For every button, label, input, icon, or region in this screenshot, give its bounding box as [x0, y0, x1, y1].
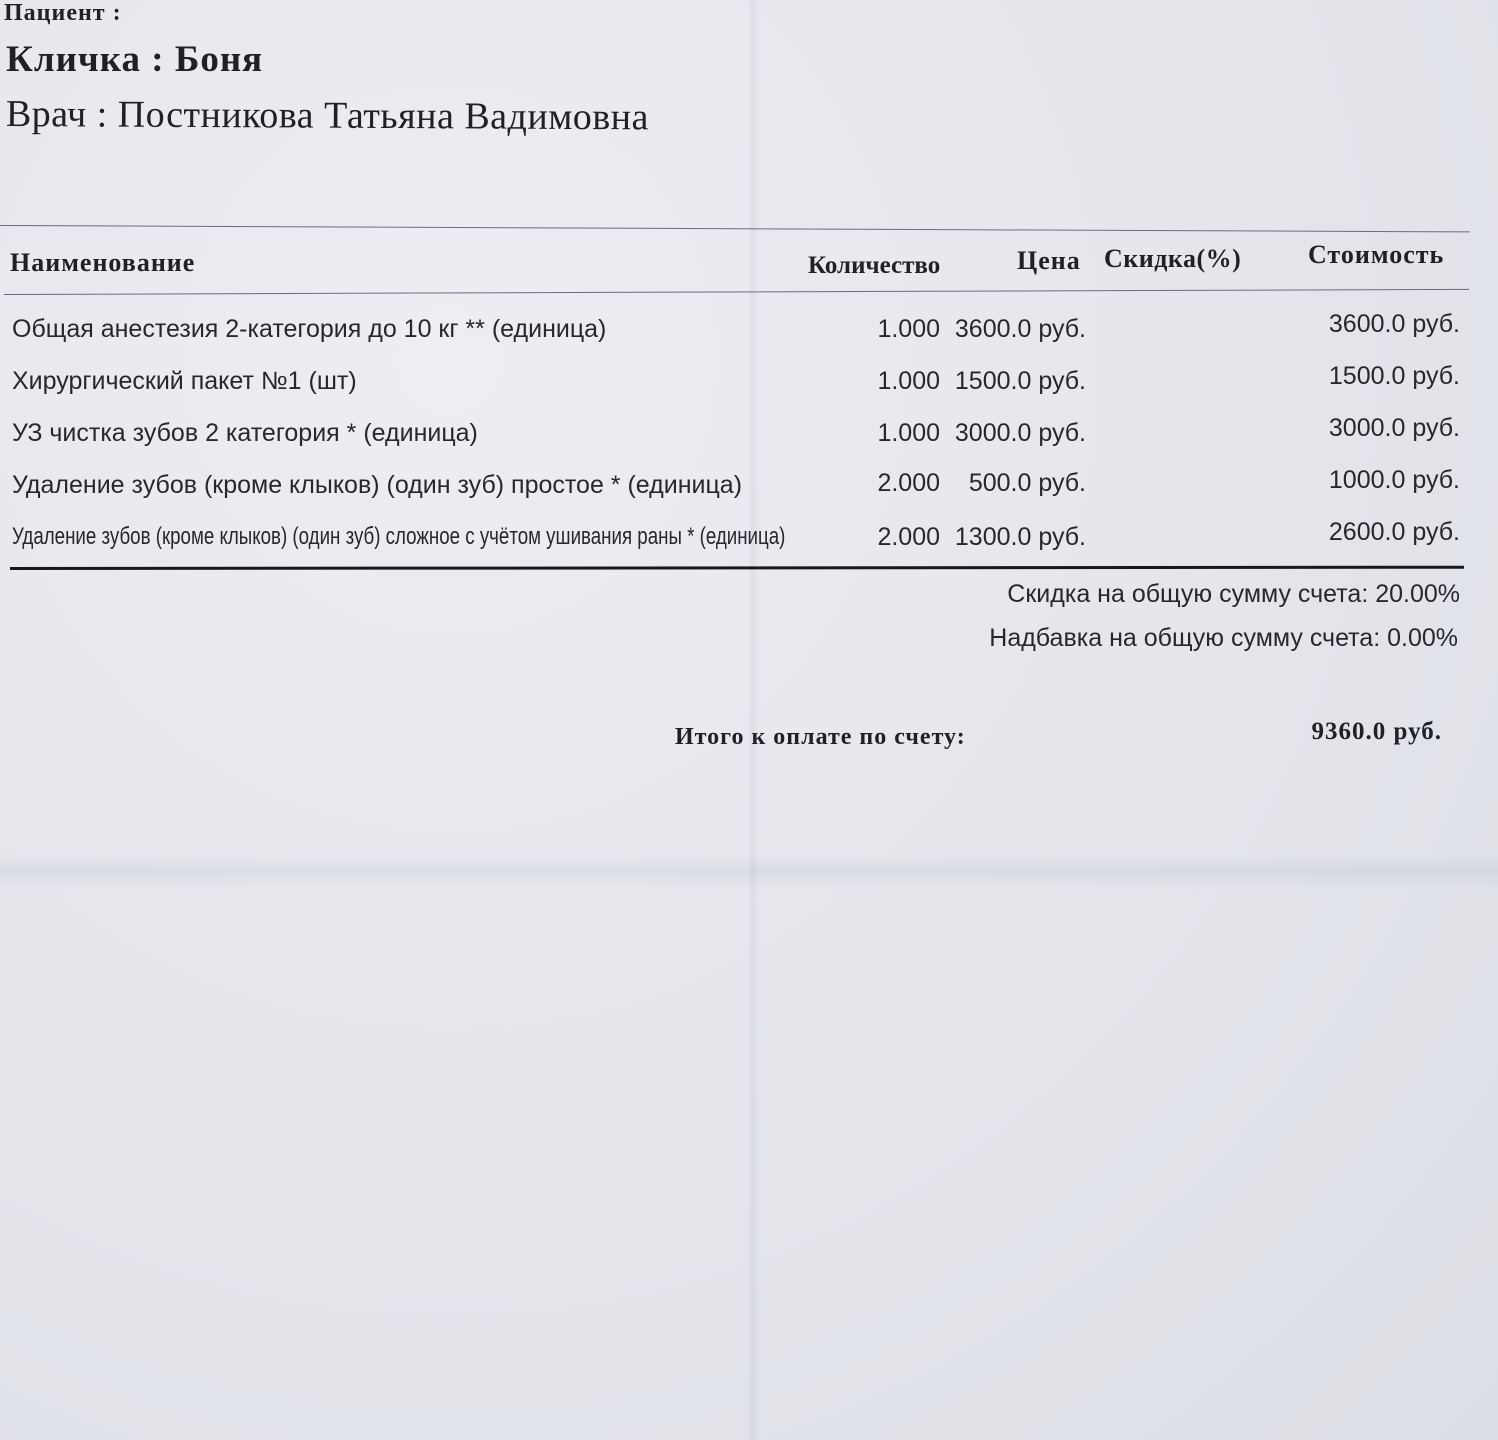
- column-header-cost: Стоимость: [1308, 240, 1445, 269]
- row-quantity: 2.000: [877, 523, 940, 551]
- pet-nickname: Кличка : Боня: [6, 39, 264, 80]
- total-discount: Скидка на общую сумму счета: 20.00%: [1007, 580, 1460, 608]
- table-row: [0, 414, 1498, 459]
- column-header-quantity: Количество: [808, 252, 941, 279]
- table-row: [0, 362, 1498, 407]
- row-name: УЗ чистка зубов 2 категория * (единица): [12, 419, 478, 447]
- row-name: Удаление зубов (кроме клыков) (один зуб) сложное с учётом ушивания раны * (единица): [12, 523, 786, 550]
- column-header-discount: Скидка(%): [1104, 244, 1242, 273]
- row-cost: 1500.0 руб.: [1328, 362, 1460, 390]
- row-name: Удаление зубов (кроме клыков) (один зуб) простое * (единица): [12, 471, 743, 499]
- table-row: [0, 310, 1498, 355]
- row-quantity: 1.000: [877, 419, 940, 447]
- row-price: 500.0 руб.: [968, 469, 1086, 497]
- row-cost: 1000.0 руб.: [1328, 466, 1460, 494]
- row-quantity: 2.000: [877, 469, 940, 497]
- row-cost: 3000.0 руб.: [1328, 414, 1460, 442]
- row-quantity: 1.000: [877, 367, 940, 395]
- row-price: 3000.0 руб.: [954, 419, 1086, 447]
- row-price: 1300.0 руб.: [954, 523, 1086, 551]
- total-label: Итого к оплате по счету:: [675, 724, 966, 750]
- patient-label: Пациент :: [4, 0, 122, 26]
- doctor-name: Врач : Постникова Татьяна Вадимовна: [5, 92, 650, 139]
- row-name: Общая анестезия 2-категория до 10 кг ** (единица): [12, 315, 607, 343]
- column-header-price: Цена: [1017, 246, 1081, 275]
- table-row: [0, 466, 1498, 511]
- row-cost: 2600.0 руб.: [1328, 518, 1460, 546]
- total-surcharge: Надбавка на общую сумму счета: 0.00%: [989, 624, 1458, 652]
- row-name: Хирургический пакет №1 (шт): [12, 367, 357, 395]
- row-price: 1500.0 руб.: [954, 367, 1086, 395]
- table-row: [0, 518, 1498, 563]
- row-price: 3600.0 руб.: [954, 315, 1086, 343]
- table-bottom-divider: [10, 566, 1464, 570]
- total-value: 9360.0 руб.: [1311, 718, 1442, 745]
- row-cost: 3600.0 руб.: [1328, 310, 1460, 338]
- row-quantity: 1.000: [877, 315, 940, 343]
- top-divider: [0, 225, 1470, 232]
- column-header-name: Наименование: [10, 248, 196, 277]
- header-divider: [4, 289, 1469, 295]
